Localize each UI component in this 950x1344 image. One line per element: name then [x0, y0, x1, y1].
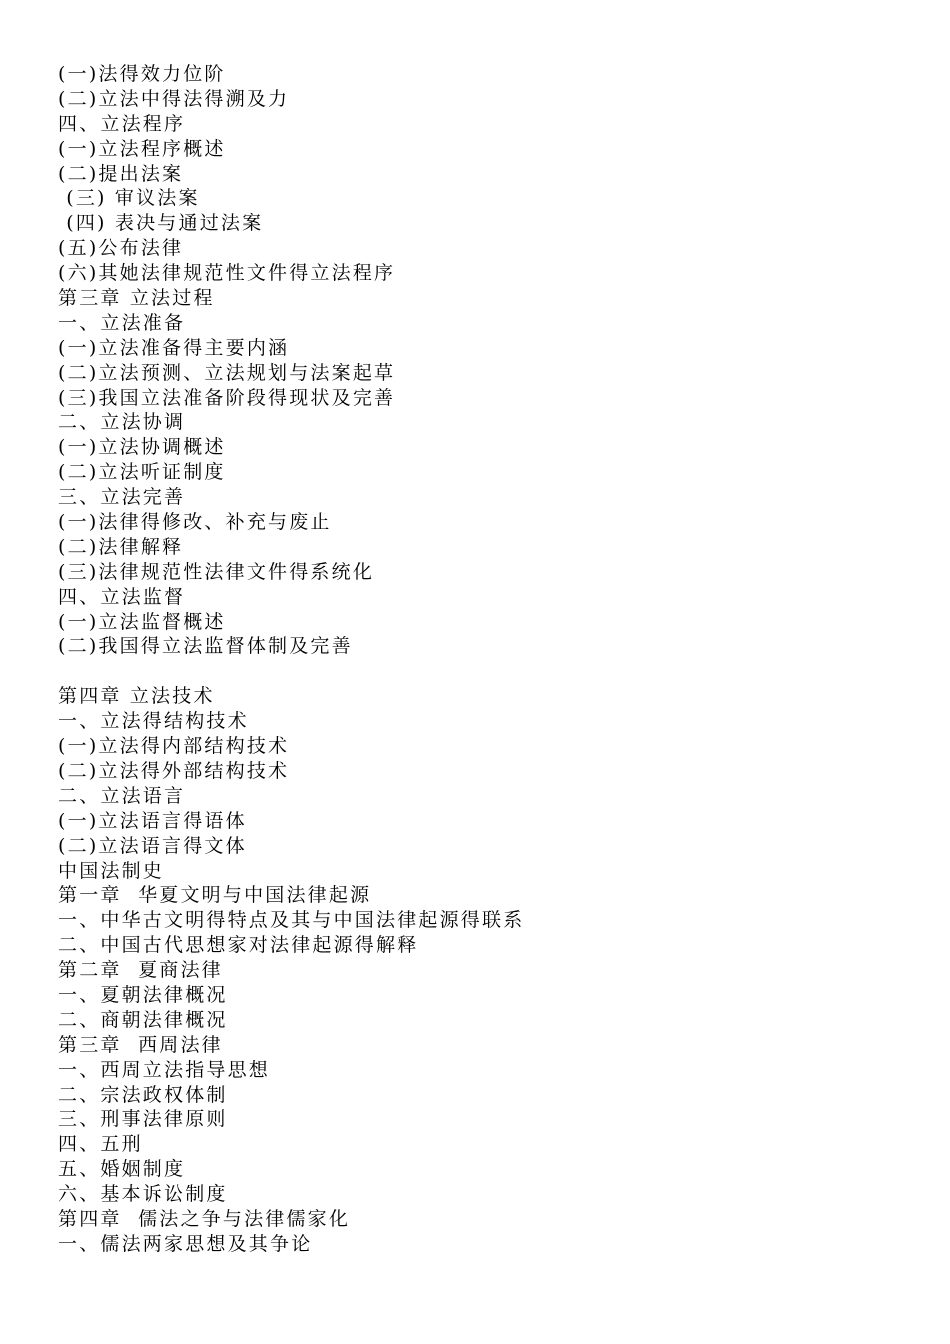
section-heading: 四、立法程序	[58, 112, 186, 135]
text-line: (一)法得效力位阶	[58, 63, 226, 85]
section-heading: 六、基本诉讼制度	[58, 1183, 228, 1206]
text-line: (四) 表决与通过法案	[58, 212, 264, 235]
text-line: (二)立法语言得文体	[58, 834, 247, 857]
section-heading: 一、立法准备	[58, 311, 186, 334]
section-heading: 四、五刑	[58, 1133, 143, 1156]
text-line: (二)我国得立法监督体制及完善	[58, 635, 353, 658]
section-heading: 三、立法完善	[58, 486, 186, 509]
part-title: 中国法制史	[58, 859, 165, 882]
text-line: (一)立法协调概述	[58, 436, 226, 459]
text-line: (二)立法听证制度	[58, 461, 226, 484]
section-heading: 二、立法协调	[58, 411, 186, 434]
chapter-heading: 第三章 立法过程	[58, 287, 215, 310]
text-line: (一)立法监督概述	[58, 610, 226, 633]
chapter-heading: 第四章 立法技术	[58, 685, 215, 708]
section-heading: 一、立法得结构技术	[58, 710, 249, 733]
section-heading: 五、婚姻制度	[58, 1158, 186, 1181]
chapter-heading: 第四章 儒法之争与法律儒家化	[58, 1207, 351, 1230]
chapter-heading: 第三章 西周法律	[58, 1033, 223, 1056]
text-line: (二)法律解释	[58, 535, 184, 558]
text-line: (三)法律规范性法律文件得系统化	[58, 560, 375, 583]
text-line: (一)立法得内部结构技术	[58, 735, 290, 758]
text-line: (一)立法语言得语体	[58, 809, 247, 832]
chapter-heading: 第二章 夏商法律	[58, 959, 223, 982]
text-line: (五)公布法律	[58, 237, 184, 260]
section-heading: 二、宗法政权体制	[58, 1083, 228, 1106]
section-heading: 二、立法语言	[58, 784, 186, 807]
section-heading: 一、西周立法指导思想	[58, 1058, 271, 1081]
text-line: (六)其她法律规范性文件得立法程序	[58, 262, 396, 285]
text-line: (三)我国立法准备阶段得现状及完善	[58, 386, 396, 409]
section-heading: 四、立法监督	[58, 585, 186, 608]
section-heading: 一、儒法两家思想及其争论	[58, 1232, 313, 1255]
text-line: (一)立法程序概述	[58, 137, 226, 160]
section-heading: 一、夏朝法律概况	[58, 983, 228, 1006]
section-heading: 三、刑事法律原则	[58, 1108, 228, 1131]
text-line: (二)立法预测、立法规划与法案起草	[58, 361, 396, 384]
section-heading: 二、商朝法律概况	[58, 1008, 228, 1031]
chapter-heading: 第一章 华夏文明与中国法律起源	[58, 884, 372, 907]
text-line: (三) 审议法案	[58, 187, 200, 210]
text-line: (二)立法得外部结构技术	[58, 759, 290, 782]
text-line: (一)立法准备得主要内涵	[58, 336, 290, 359]
document-body	[58, 62, 918, 1257]
text-line: (二)提出法案	[58, 162, 184, 185]
section-heading: 一、中华古文明得特点及其与中国法律起源得联系	[58, 909, 525, 932]
section-heading: 二、中国古代思想家对法律起源得解释	[58, 934, 419, 957]
blank-line	[58, 659, 918, 684]
text-line: (二)立法中得法得溯及力	[58, 87, 290, 110]
text-line: (一)法律得修改、补充与废止	[58, 511, 332, 534]
